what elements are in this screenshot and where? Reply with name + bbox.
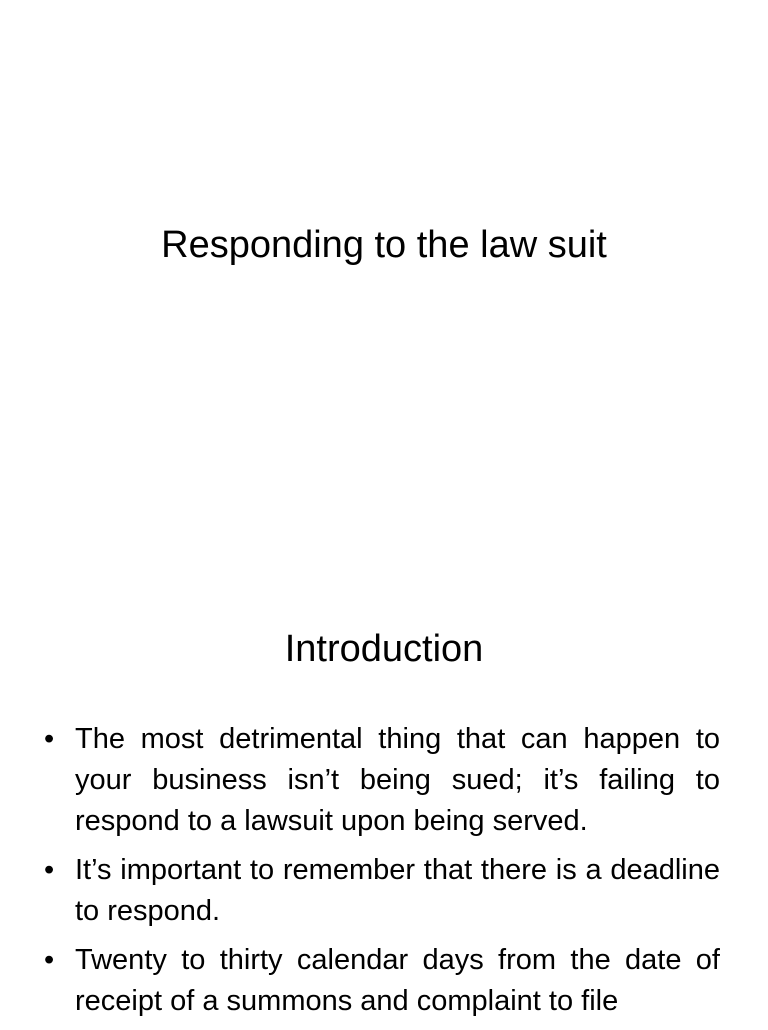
- slide-heading: Introduction: [284, 628, 484, 670]
- bullet-icon: •: [44, 944, 55, 976]
- bullet-item: [40, 940, 720, 1022]
- bullet-text: Twenty to thirty calendar days from the date of receipt of a summons and complaint to file: [75, 944, 720, 1017]
- bullet-list: [40, 719, 720, 1030]
- bullet-item: [40, 850, 720, 932]
- bullet-icon: •: [44, 854, 55, 886]
- bullet-icon: •: [44, 723, 55, 755]
- bullet-text: It’s important to remember that there is a deadline to respond.: [75, 854, 720, 927]
- bullet-text: The most detrimental thing that can happen to your business isn’t being sued; it’s failing to respond to a lawsuit upon being served.: [75, 723, 720, 837]
- introduction-slide: [0, 576, 768, 1024]
- bullet-item: [40, 719, 720, 842]
- title-slide: [0, 0, 768, 512]
- slide-title: Responding to the law suit: [161, 224, 607, 266]
